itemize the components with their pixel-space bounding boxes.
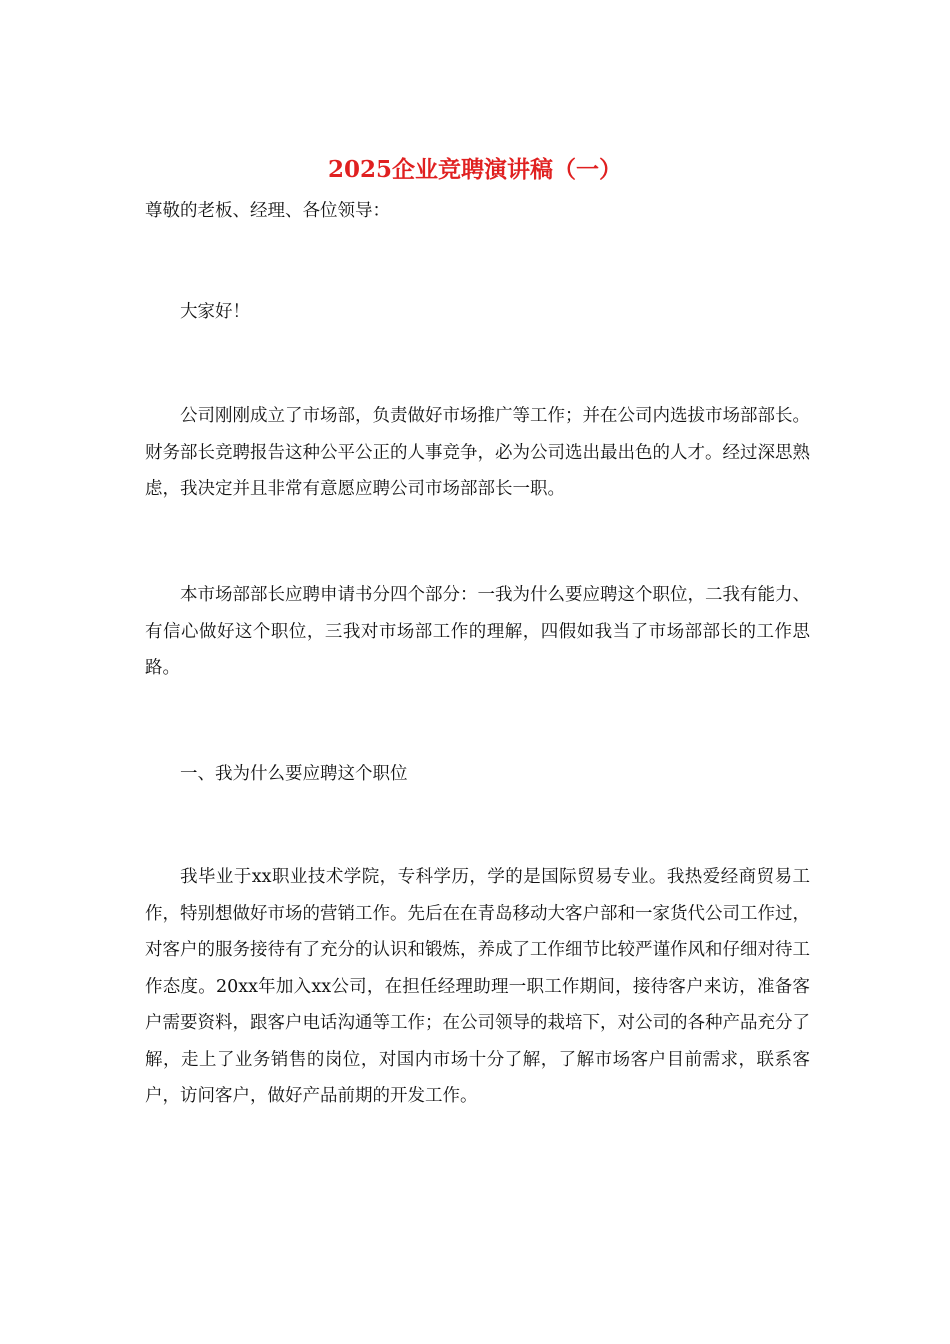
section-body: 我毕业于xx职业技术学院，专科学历，学的是国际贸易专业。我热爱经商贸易工作，特别想做好市场的营销工作。先后在在青岛移动大客户部和一家货代公司工作过，对客户的服务接待有了充分的认识和锻炼，养成了工作细节比较严谨作风和仔细对待工作态度。20xx年加入xx公司，在担任经理助理一职工作期间，接待客户来访，准备客户需要资料，跟客户电话沟通等工作；在公司领导的栽培下，对公司的各种产品充分了解，走上了业务销售的岗位，对国内市场十分了解，了解市场客户目前需求，联系客户，访问客户，做好产品前期的开发工作。	[145, 867, 810, 1106]
section-heading: 一、我为什么要应聘这个职位	[180, 764, 408, 784]
salutation: 尊敬的老板、经理、各位领导：	[145, 201, 390, 221]
greeting: 大家好！	[180, 302, 250, 322]
paragraph-outline: 本市场部部长应聘申请书分四个部分：一我为什么要应聘这个职位，二我有能力、有信心做好这个职位，三我对市场部工作的理解，四假如我当了市场部部长的工作思路。	[145, 585, 810, 678]
paragraph-intro: 公司刚刚成立了市场部，负责做好市场推广等工作；并在公司内选拔市场部部长。财务部长竞聘报告这种公平公正的人事竞争，必为公司选出最出色的人才。经过深思熟虑，我决定并且非常有意愿应聘公司市场部部长一职。	[145, 406, 810, 499]
document-title: 2025企业竞聘演讲稿（一）	[327, 156, 622, 183]
